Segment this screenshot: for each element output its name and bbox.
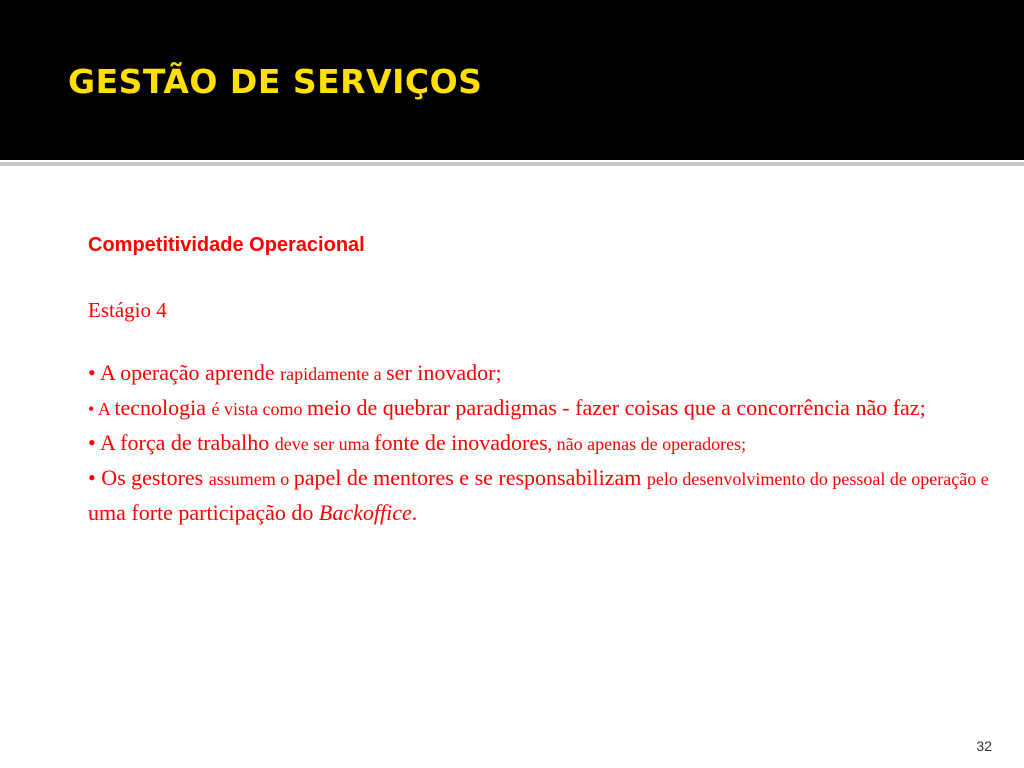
bullet-text: deve ser uma — [274, 434, 375, 454]
header-divider — [0, 162, 1024, 166]
bullet-text: Backoffice — [318, 500, 412, 525]
bullet-text: papel de mentores e se responsabilizam — [293, 465, 647, 490]
stage-label: Estágio 4 — [88, 298, 167, 322]
bullet-item — [88, 356, 1008, 391]
bullet-marker: • — [88, 360, 96, 385]
bullet-item — [88, 426, 1008, 461]
page-number: 32 — [976, 738, 992, 754]
bullet-text: uma forte participação do — [88, 500, 319, 525]
bullet-text: A força de trabalho — [95, 430, 275, 455]
bullet-text: fonte de inovadores — [374, 430, 548, 455]
bullet-text: pelo desenvolvimento do pessoal de operação e — [646, 469, 989, 489]
bullet-item — [88, 461, 1008, 530]
slide-content — [88, 230, 1008, 530]
bullet-text: ser inovador; — [386, 360, 502, 385]
bullet-text: é vista como — [211, 399, 307, 419]
bullet-text: rapidamente a — [280, 364, 387, 384]
bullet-text: A — [94, 399, 115, 419]
bullet-marker: • — [88, 399, 95, 419]
bullet-marker: • — [88, 465, 96, 490]
section-heading: Competitividade Operacional — [88, 234, 365, 256]
slide-title: GESTÃO DE SERVIÇOS — [68, 62, 483, 101]
bullet-text: Os gestores — [95, 465, 209, 490]
bullet-text: . — [411, 500, 418, 525]
bullet-marker: • — [88, 430, 96, 455]
bullet-text: , não apenas de operadores; — [547, 434, 747, 454]
bullet-text: tecnologia — [114, 395, 212, 420]
bullet-list — [88, 356, 1008, 530]
bullet-item — [88, 391, 1008, 426]
bullet-text: assumem o — [208, 469, 294, 489]
bullet-text: A operação aprende — [95, 360, 281, 385]
bullet-text: meio de quebrar paradigmas - fazer coisas que a concorrência não faz; — [306, 395, 926, 420]
